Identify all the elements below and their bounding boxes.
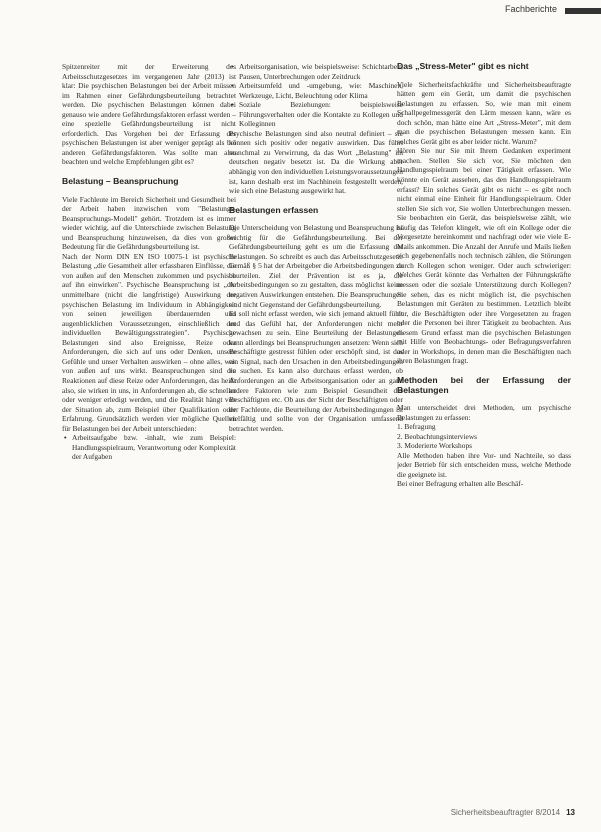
page-number: 13 bbox=[566, 808, 575, 817]
paragraph: Psychische Belastungen sind also neutral definiert – sie können sich positiv oder negativ auswirken. Das führt manchmal zu Verwirrung, da das Wort „Belastung" im deutschen negativ besetzt ist. Da die Wirkung aber abhängig von den individuellen Leistungsvoraussetzungen ist, kann deshalb erst im Nachhinein festgestellt werden, wie sich eine Belastung ausgewirkt hat. bbox=[229, 128, 403, 196]
column-left bbox=[62, 62, 236, 822]
list-item: • Arbeitsumfeld und -umgebung, wie: Maschinen, Werkzeuge, Licht, Beleuchtung oder Klima bbox=[239, 81, 403, 100]
paragraph: Alle Methoden haben ihre Vor- und Nachteile, so dass jeder Betrieb für sich entscheiden muss, welche Methode die geeignete ist. bbox=[397, 450, 571, 479]
paragraph: Es soll nicht erfasst werden, wie sich jemand aktuell fühlt und das Gefühl hat, der Anforderungen nicht mehr gewachsen zu sein. Eine Beurteilung der Belastungen kann allerdings bei Beanspruchungen ansetzen: Wenn sich Beschäftigte gestresst fühlen oder erschöpft sind, ist das ein Signal, nach den Ursachen in den Arbeitsbedingungen zu suchen. Es kann also durchaus erfasst werden, ob Anforderungen an die Arbeitsorganisation oder an ganz andere Faktoren wie zum Beispiel Gesundheit der Beschäftigten etc. Ob aus der Sicht der Beschäftigten oder der Fachleute, die Beurteilung der Arbeitsbedingungen ist vielfältig und sollte von der Organisation umfassend betrachtet werden. bbox=[229, 309, 403, 433]
numbered-list bbox=[397, 422, 571, 451]
list-item: • Arbeitsorganisation, wie beispielsweise: Schichtarbeit, Pausen, Unterbrechungen oder Zeitdruck bbox=[239, 62, 403, 81]
page-footer bbox=[435, 808, 575, 817]
heading-belastung-beanspruchung: Belastung – Beanspruchung bbox=[62, 176, 179, 187]
paragraph: Viele Fachleute im Bereich Sicherheit und Gesundheit bei der Arbeit haben inzwischen vom "Belastungs-Beanspruchungs-Modell" gehört. Trotzdem ist es immer wieder wichtig, auf die Unterschiede zwischen Belastung und Beanspruchung hinzuweisen, da dies von großer Bedeutung für die Gefährdungsbeurteilung ist. bbox=[62, 194, 236, 252]
column-right bbox=[397, 62, 571, 822]
column-middle bbox=[229, 62, 403, 822]
heading-stress-meter: Das „Stress-Meter" gibt es nicht bbox=[397, 62, 529, 71]
paragraph: Hören Sie nur Sie mit Ihrem Gedanken experiment machen. Stellen Sie sich vor, Sie möchten den Handlungsspielraum bei einer Tätigkeit erfassen. Wie könnte ein Gerät aussehen, das den Handlungsspielraum erfasst? Ein solches Gerät gibt es nicht – es gibt noch nicht einmal eine Einheit für Handlungsspielraum. Oder stellen Sie sich vor, Sie wollen Unterbrechungen messen. Sie beobachten ein Gerät, das beispielsweise zählt, wie häufig das Telefon klingelt, wie oft ein Kollege oder die Vorgesetzte hereinkommt und nachfragt oder wie viele E-Mails ankommen. Die Anzahl der Anrufe und Mails ließen sich gegebenenfalls noch technisch zählen, die Störungen durch Kollegen schon weniger. Oder auch schwieriger: Welches Gerät könnte das Verhalten der Führungskräfte messen oder die soziale Unterstützung durch Kollegen? Sie sehen, das es nicht möglich ist, die psychischen Belastungen mit Geräten zu bestimmen. Letztlich bleibt nur, die Beschäftigten oder ihre Vorgesetzten zu fragen oder die Personen bei ihrer Tätigkeit zu beobachten. Aus diesem Grund erfasst man die psychischen Belastungen mit Hilfe von Beobachtungs- oder Befragungsverfahren oder in Workshops, in denen man die Beschäftigten nach ihren Belastungen fragt. bbox=[397, 146, 571, 366]
section-marker-bar bbox=[565, 8, 601, 14]
bullet-list bbox=[229, 62, 403, 129]
paragraph: Nach der Norm DIN EN ISO 10075-1 ist psychische Belastung „die Gesamtheit aller erfassbaren Einflüsse, die von außen auf den Menschen zukommen und psychisch auf ihn einwirken". Psychische Beanspruchung ist „die unmittelbare (nicht die langfristige) Auswirkung der psychischen Belastung im Individuum in Abhängigkeit von seinen jeweiligen überdauernden und augenblicklichen Voraussetzungen, einschließlich der individuellen Bewältigungsstrategien". Psychische Belastungen sind also Ereignisse, Reize oder Anforderungen, die sich auf uns oder Denken, unsere Gefühle und unser Verhalten auswirken – ohne alles, was von außen auf uns wirkt. Beanspruchungen sind die Reaktionen auf diese Reize oder Anforderungen, das heißt also, sie wirken in uns, in Anforderungen ab, die schneller oder weniger erledigt werden, und die Realität hängt von der Situation ab, zum Beispiel über Qualifikation oder Erfahrung. Grundsätzlich werden vier mögliche Quellen für Belastungen bei der Arbeit unterschieden: bbox=[62, 251, 236, 433]
heading-belastungen-erfassen: Belastungen erfassen bbox=[229, 204, 319, 215]
paragraph: Man unterscheidet drei Methoden, um psychische Belastungen zu erfassen: bbox=[397, 403, 571, 422]
journal-name: Sicherheitsbeauftragter 8/2014 bbox=[450, 808, 561, 817]
paragraph: Viele Sicherheitsfachkräfte und Sicherheitsbeauftragte hätten gern ein Gerät, um damit die psychischen Belastungen zu erfassen. So, wie man mit einem Schallpegelmessgerät den Lärm messen kann, wäre es doch schön, man hätte eine Art „Stress-Meter", mit dem man die psychischen Belastungen messen kann. Ein solches Gerät gibt es aber leider nicht. Warum? bbox=[397, 79, 571, 146]
bullet-list bbox=[62, 433, 236, 462]
heading-methoden: Methoden bei der Erfassung der Belastungen bbox=[397, 374, 571, 395]
section-label: Fachberichte bbox=[504, 4, 557, 14]
list-item: 3. Moderierte Workshops bbox=[397, 441, 473, 451]
list-item: • Arbeitsaufgabe bzw. -inhalt, wie zum Beispiel: Handlungsspielraum, Verantwortung oder Komplexität der Aufgaben bbox=[72, 433, 236, 462]
intro-paragraph: Spitzenreiter mit der Erweiterung des Arbeitsschutzgesetzes im vergangenen Jahr (2013) ist klar: Die psychischen Belastungen bei der Arbeit müssen im Rahmen einer Gefährdungsbeurteilung betrachtet werden. Die psychischen Belastungen können dabei genauso wie andere Gefährdungsfaktoren erfasst werden – eine spezielle Gefährdungsbeurteilung ist nicht erforderlich. Das Vorgehen bei der Erfassung der psychischen Belastungen ist aber weniger geprägt als bei anderen Gefährdungsfaktoren. Was sollte man also beachten und welche Empfehlungen gibt es? bbox=[62, 62, 236, 167]
list-item: • Soziale Beziehungen: beispielsweise Führungsverhalten oder die Kontakte zu Kollegen und Kolleginnen bbox=[239, 100, 403, 129]
paragraph: Die Unterscheidung von Belastung und Beanspruchung ist wichtig für die Gefährdungsbeurteilung. Bei der Gefährdungsbeurteilung geht es um die Erfassung der Belastungen. So schreibt es auch das Arbeitsschutzgesetz: Gemäß § 5 hat der Arbeitgeber die Arbeitsbedingungen zu beurteilen. Ziel der Prävention ist es ja, die Arbeitsbedingungen so zu gestalten, dass möglichst keine negativen Auswirkungen entstehen. Die Beanspruchungen sind nicht Gegenstand der Gefährdungsbeurteilung. bbox=[229, 223, 403, 309]
paragraph: Bei einer Befragung erhalten alle Beschäf- bbox=[397, 479, 524, 489]
list-item: 1. Befragung bbox=[397, 422, 436, 432]
list-item: 2. Beobachtungsinterviews bbox=[397, 431, 478, 441]
